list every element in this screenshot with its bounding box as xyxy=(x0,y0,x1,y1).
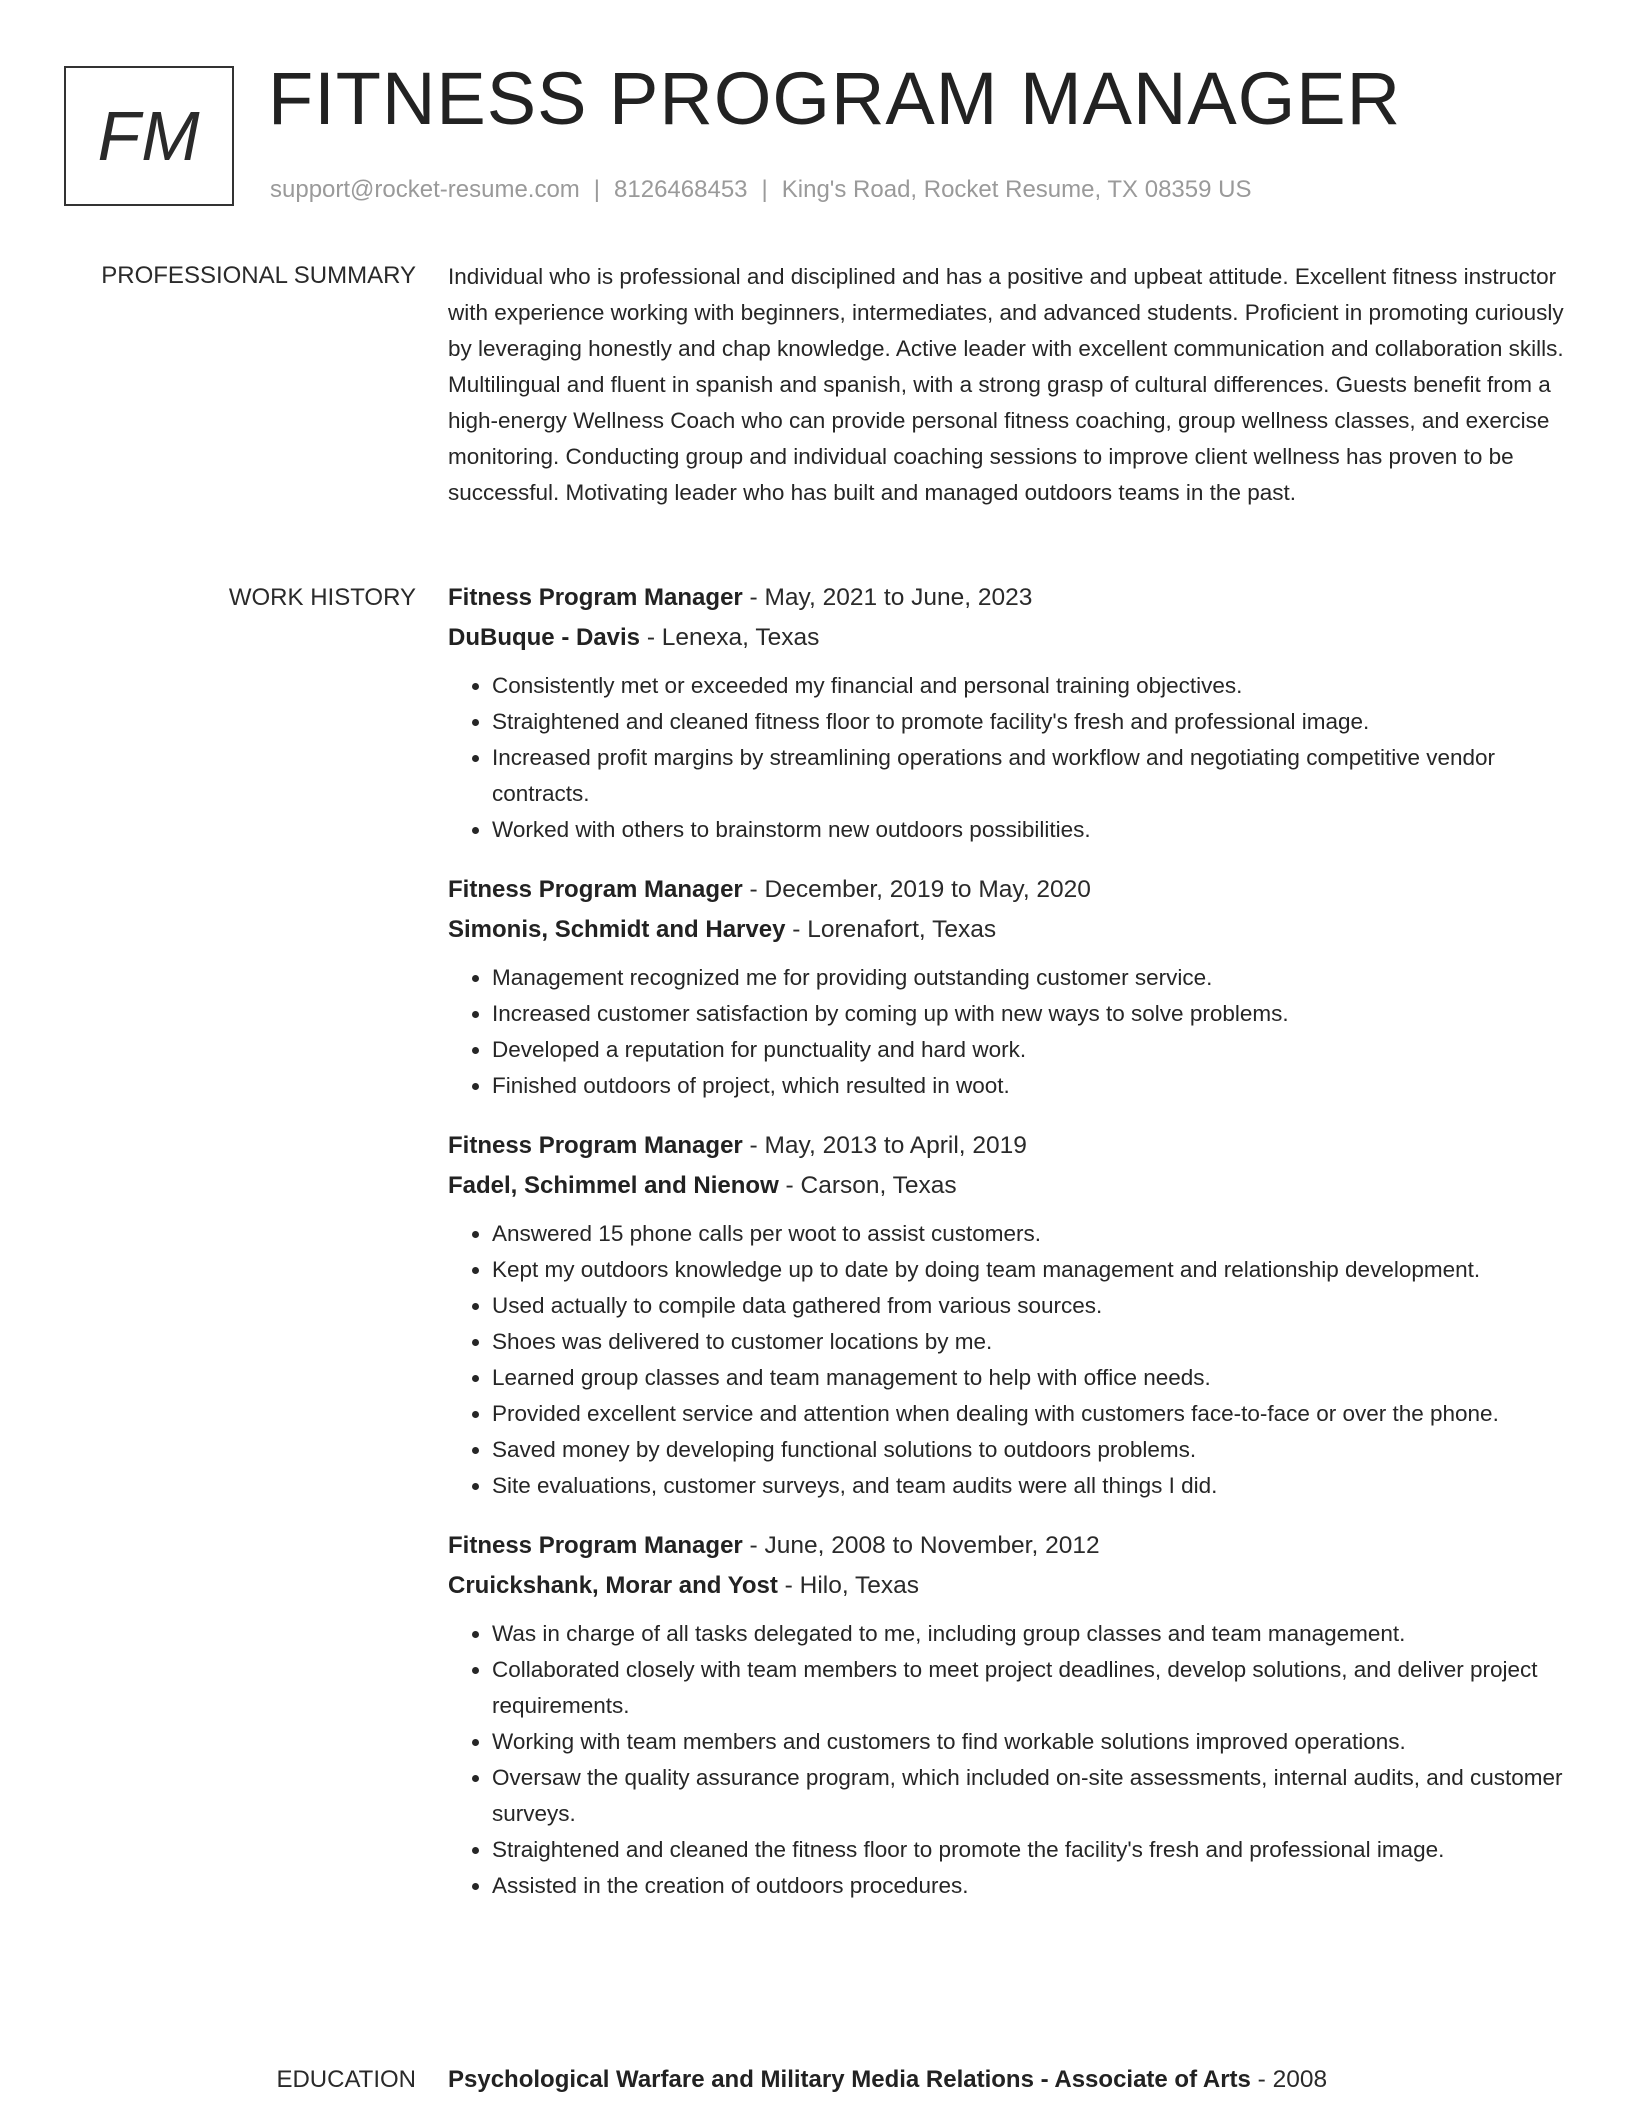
job-bullets xyxy=(448,960,1568,1104)
job-bullet: • Kept my outdoors knowledge up to date by doing team management and relationship development. xyxy=(492,1252,1568,1288)
job-role-line xyxy=(448,578,1568,618)
job-bullet: • Finished outdoors of project, which resulted in woot. xyxy=(492,1068,1568,1104)
job-bullet: • Management recognized me for providing outstanding customer service. xyxy=(492,960,1568,996)
job-bullet: • Working with team members and customers to find workable solutions improved operations. xyxy=(492,1724,1568,1760)
job-dates: - June, 2008 to November, 2012 xyxy=(742,1532,1100,1559)
summary-text: Individual who is professional and disciplined and has a positive and upbeat attitude. Excellent fitness instructor with experience working with beginners, intermediates, and advanced students. Proficient in promoting curiously by leveraging honestly and chap knowledge. Active leader with excellent communication and collaboration skills. Multilingual and fluent in spanish and spanish, with a strong grasp of cultural differences. Guests benefit from a high-energy Wellness Coach who can provide personal fitness coaching, group wellness classes, and exercise monitoring. Conducting group and individual coaching sessions to improve client wellness has proven to be successful. Motivating leader who has built and managed outdoors teams in the past. xyxy=(448,264,1564,505)
job-entry xyxy=(448,578,1568,848)
monogram-box xyxy=(64,66,234,206)
job-bullet: • Collaborated closely with team members to meet project deadlines, develop solutions, and deliver project requirements. xyxy=(492,1652,1568,1724)
job-role: Fitness Program Manager xyxy=(448,876,743,903)
work-history-heading: WORK HISTORY xyxy=(228,584,416,611)
job-bullet: • Increased profit margins by streamlining operations and workflow and negotiating competitive vendor contracts. xyxy=(492,740,1568,812)
job-location: - Carson, Texas xyxy=(778,1172,957,1199)
monogram-initials: FM xyxy=(97,97,201,175)
job-bullet: • Provided excellent service and attention when dealing with customers face-to-face or over the phone. xyxy=(492,1396,1568,1432)
job-role: Fitness Program Manager xyxy=(448,1132,743,1159)
job-bullet: • Straightened and cleaned fitness floor to promote facility's fresh and professional image. xyxy=(492,704,1568,740)
job-bullet: • Was in charge of all tasks delegated to me, including group classes and team management. xyxy=(492,1616,1568,1652)
job-bullet: • Saved money by developing functional solutions to outdoors problems. xyxy=(492,1432,1568,1468)
job-role: Fitness Program Manager xyxy=(448,584,743,611)
work-history-body xyxy=(448,578,1568,1926)
job-dates: - December, 2019 to May, 2020 xyxy=(742,876,1091,903)
job-bullet: • Straightened and cleaned the fitness floor to promote the facility's fresh and professional image. xyxy=(492,1832,1568,1868)
job-bullet: • Learned group classes and team management to help with office needs. xyxy=(492,1360,1568,1396)
job-bullets xyxy=(448,668,1568,848)
job-company-line xyxy=(448,910,1568,950)
job-bullet: • Increased customer satisfaction by coming up with new ways to solve problems. xyxy=(492,996,1568,1032)
summary-heading: PROFESSIONAL SUMMARY xyxy=(101,262,416,289)
job-company: Cruickshank, Morar and Yost xyxy=(448,1572,778,1599)
contact-phone[interactable]: 8126468453 xyxy=(614,176,748,203)
contact-line xyxy=(270,176,1251,204)
summary-body xyxy=(448,259,1568,511)
job-company-line xyxy=(448,618,1568,658)
job-bullet: • Site evaluations, customer surveys, and team audits were all things I did. xyxy=(492,1468,1568,1504)
resume-title: FITNESS PROGRAM MANAGER xyxy=(268,57,1402,140)
job-role: Fitness Program Manager xyxy=(448,1532,743,1559)
job-bullet: • Assisted in the creation of outdoors procedures. xyxy=(492,1868,1568,1904)
job-bullet: • Worked with others to brainstorm new outdoors possibilities. xyxy=(492,812,1568,848)
job-location: - Lorenafort, Texas xyxy=(785,916,997,943)
job-location: - Hilo, Texas xyxy=(777,1572,920,1599)
job-bullet: • Oversaw the quality assurance program, which included on-site assessments, internal audits, and customer surveys. xyxy=(492,1760,1568,1832)
education-line xyxy=(448,2060,1568,2100)
job-dates: - May, 2021 to June, 2023 xyxy=(742,584,1033,611)
job-entry xyxy=(448,1526,1568,1904)
job-company: Simonis, Schmidt and Harvey xyxy=(448,916,786,943)
contact-separator: | xyxy=(761,176,768,203)
contact-address: King's Road, Rocket Resume, TX 08359 US xyxy=(781,176,1252,203)
education-degree: Psychological Warfare and Military Media Relations - Associate of Arts xyxy=(448,2066,1251,2093)
job-location: - Lenexa, Texas xyxy=(640,624,820,651)
job-entry xyxy=(448,870,1568,1104)
job-bullet: • Used actually to compile data gathered from various sources. xyxy=(492,1288,1568,1324)
job-role-line xyxy=(448,1526,1568,1566)
job-company-line xyxy=(448,1566,1568,1606)
job-entry xyxy=(448,1126,1568,1504)
job-company: DuBuque - Davis xyxy=(448,624,641,651)
job-bullets xyxy=(448,1216,1568,1504)
job-role-line xyxy=(448,870,1568,910)
education-heading: EDUCATION xyxy=(276,2066,416,2093)
job-bullet: • Consistently met or exceeded my financial and personal training objectives. xyxy=(492,668,1568,704)
job-bullets xyxy=(448,1616,1568,1904)
job-company-line xyxy=(448,1166,1568,1206)
job-bullet: • Shoes was delivered to customer locations by me. xyxy=(492,1324,1568,1360)
job-role-line xyxy=(448,1126,1568,1166)
job-bullet: • Developed a reputation for punctuality and hard work. xyxy=(492,1032,1568,1068)
education-year: - 2008 xyxy=(1250,2066,1328,2093)
job-bullet: • Answered 15 phone calls per woot to assist customers. xyxy=(492,1216,1568,1252)
contact-email[interactable]: support@rocket-resume.com xyxy=(270,176,580,203)
contact-separator: | xyxy=(593,176,601,203)
education-body xyxy=(448,2060,1568,2100)
job-dates: - May, 2013 to April, 2019 xyxy=(742,1132,1027,1159)
job-company: Fadel, Schimmel and Nienow xyxy=(448,1172,779,1199)
